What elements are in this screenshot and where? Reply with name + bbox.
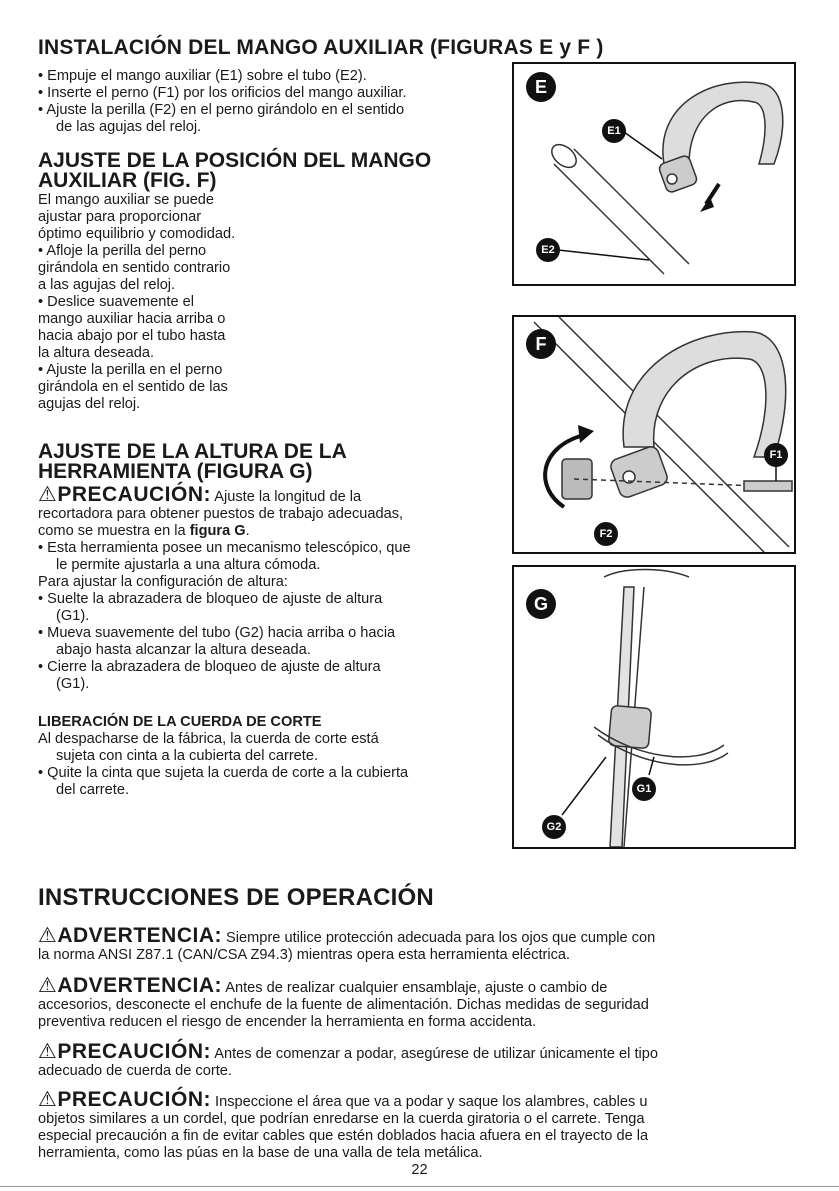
text-line	[38, 523, 411, 540]
warning-line	[38, 974, 649, 997]
warning-label: ⚠ADVERTENCIA:	[38, 974, 222, 997]
text-line: abajo hasta alcanzar la altura deseada.	[56, 642, 311, 658]
caution-2	[38, 1088, 649, 1162]
title-line: AJUSTE DE LA POSICIÓN DEL MANGO	[38, 149, 432, 172]
caution-text: Antes de comenzar a podar, asegúrese de utilizar únicamente el tipo	[211, 1046, 659, 1062]
warning-1	[38, 924, 656, 964]
text-line: óptimo equilibrio y comodidad.	[38, 226, 236, 242]
caution-line	[38, 1040, 659, 1063]
warning-text: Antes de realizar cualquier ensamblaje, ajuste o cambio de	[222, 980, 608, 996]
text-span: como se muestra en la	[38, 523, 190, 539]
figure-ref: figura G	[189, 523, 246, 539]
caution-text: Ajuste la longitud de la	[211, 489, 362, 505]
label-f2: F2	[594, 522, 618, 546]
figure-f-illustration	[514, 317, 794, 552]
figure-e	[512, 62, 796, 286]
caution-label: ⚠PRECAUCIÓN:	[38, 1088, 211, 1111]
section1-body	[38, 68, 407, 136]
warning-text: Siempre utilice protección adecuada para los ojos que cumple con	[222, 930, 656, 946]
text-line: • Ajuste la perilla en el perno	[38, 362, 223, 378]
figure-badge-g: G	[526, 589, 556, 619]
text-line: la altura deseada.	[38, 345, 155, 361]
text-line: agujas del reloj.	[38, 396, 141, 412]
figure-g-illustration	[514, 567, 794, 847]
text-line: de las agujas del reloj.	[56, 119, 202, 135]
text-line: • Ajuste la perilla (F2) en el perno girándolo en el sentido	[38, 102, 405, 118]
operation-title: INSTRUCCIONES DE OPERACIÓN	[38, 884, 434, 911]
text-line: • Quite la cinta que sujeta la cuerda de corte a la cubierta	[38, 765, 409, 781]
text-line: El mango auxiliar se puede	[38, 192, 215, 208]
figure-f	[512, 315, 796, 554]
caution-label: ⚠PRECAUCIÓN:	[38, 483, 211, 506]
text-line: adecuado de cuerda de corte.	[38, 1063, 232, 1079]
section-title-mango-auxiliar: INSTALACIÓN DEL MANGO AUXILIAR (FIGURAS E y F )	[38, 36, 604, 59]
text-line: • Suelte la abrazadera de bloqueo de ajuste de altura	[38, 591, 383, 607]
text-line: preventiva reducen el riesgo de encender la herramienta en forma accidenta.	[38, 1014, 537, 1030]
caution-1	[38, 1040, 659, 1080]
section4-body	[38, 731, 408, 799]
text-line: mango auxiliar hacia arriba o	[38, 311, 226, 327]
text-line: Para ajustar la configuración de altura:	[38, 574, 288, 590]
title-line: HERRAMIENTA (FIGURA G)	[38, 460, 313, 483]
section-title-altura	[38, 442, 347, 482]
text-line: • Inserte el perno (F1) por los orificios del mango auxiliar.	[38, 85, 407, 101]
caution-text: Inspeccione el área que va a podar y saque los alambres, cables u	[211, 1094, 648, 1110]
text-line: recortadora para obtener puestos de trabajo adecuadas,	[38, 506, 404, 522]
title-line: AJUSTE DE LA ALTURA DE LA	[38, 440, 347, 463]
label-g1: G1	[632, 777, 656, 801]
text-line: objetos similares a un cordel, que podrían enredarse en la cuerda giratoria o el carrete. Tenga	[38, 1111, 645, 1127]
text-line: del carrete.	[56, 782, 130, 798]
text-line: girándola en el sentido de las	[38, 379, 228, 395]
text-line: accesorios, desconecte el enchufe de la fuente de alimentación. Dichas medidas de seguridad	[38, 997, 649, 1013]
text-line: • Mueva suavemente del tubo (G2) hacia arriba o hacia	[38, 625, 396, 641]
section-title-cuerda: LIBERACIÓN DE LA CUERDA DE CORTE	[38, 714, 322, 730]
text-line: girándola en sentido contrario	[38, 260, 231, 276]
text-line: • Empuje el mango auxiliar (E1) sobre el tubo (E2).	[38, 68, 367, 84]
text-line: Al despacharse de la fábrica, la cuerda de corte está	[38, 731, 379, 747]
text-line: • Afloje la perilla del perno	[38, 243, 207, 259]
text-line: • Deslice suavemente el	[38, 294, 194, 310]
section3-body	[38, 483, 411, 693]
text-line: hacia abajo por el tubo hasta	[38, 328, 226, 344]
text-line: herramienta, como las púas en la base de una valla de tela metálica.	[38, 1145, 483, 1161]
label-f1: F1	[764, 443, 788, 467]
warning-label: ⚠ADVERTENCIA:	[38, 924, 222, 947]
label-e2: E2	[536, 238, 560, 262]
caution-line	[38, 483, 411, 506]
text-span: .	[245, 523, 250, 539]
text-line: (G1).	[56, 676, 90, 692]
figure-badge-e: E	[526, 72, 556, 102]
text-line: • Cierre la abrazadera de bloqueo de ajuste de altura	[38, 659, 381, 675]
warning-line	[38, 924, 656, 947]
section-title-posicion-mango	[38, 151, 431, 191]
text-line: la norma ANSI Z87.1 (CAN/CSA Z94.3) mientras opera esta herramienta eléctrica.	[38, 947, 571, 963]
figure-badge-f: F	[526, 329, 556, 359]
figure-g	[512, 565, 796, 849]
text-line: a las agujas del reloj.	[38, 277, 176, 293]
page-number: 22	[411, 1162, 428, 1178]
caution-line	[38, 1088, 648, 1111]
text-line: (G1).	[56, 608, 90, 624]
warning-2	[38, 974, 649, 1031]
label-g2: G2	[542, 815, 566, 839]
text-line: le permite ajustarla a una altura cómoda.	[56, 557, 321, 573]
bottom-rule	[0, 1186, 839, 1187]
text-line: sujeta con cinta a la cubierta del carrete.	[56, 748, 319, 764]
label-e1: E1	[602, 119, 626, 143]
text-line: especial precaución a fin de evitar cables que estén doblados hacia afuera en el trayecto de la	[38, 1128, 649, 1144]
caution-label: ⚠PRECAUCIÓN:	[38, 1040, 211, 1063]
text-line: • Esta herramienta posee un mecanismo telescópico, que	[38, 540, 411, 556]
section2-body	[38, 192, 235, 413]
text-line: ajustar para proporcionar	[38, 209, 202, 225]
title-line: AUXILIAR (FIG. F)	[38, 169, 217, 192]
